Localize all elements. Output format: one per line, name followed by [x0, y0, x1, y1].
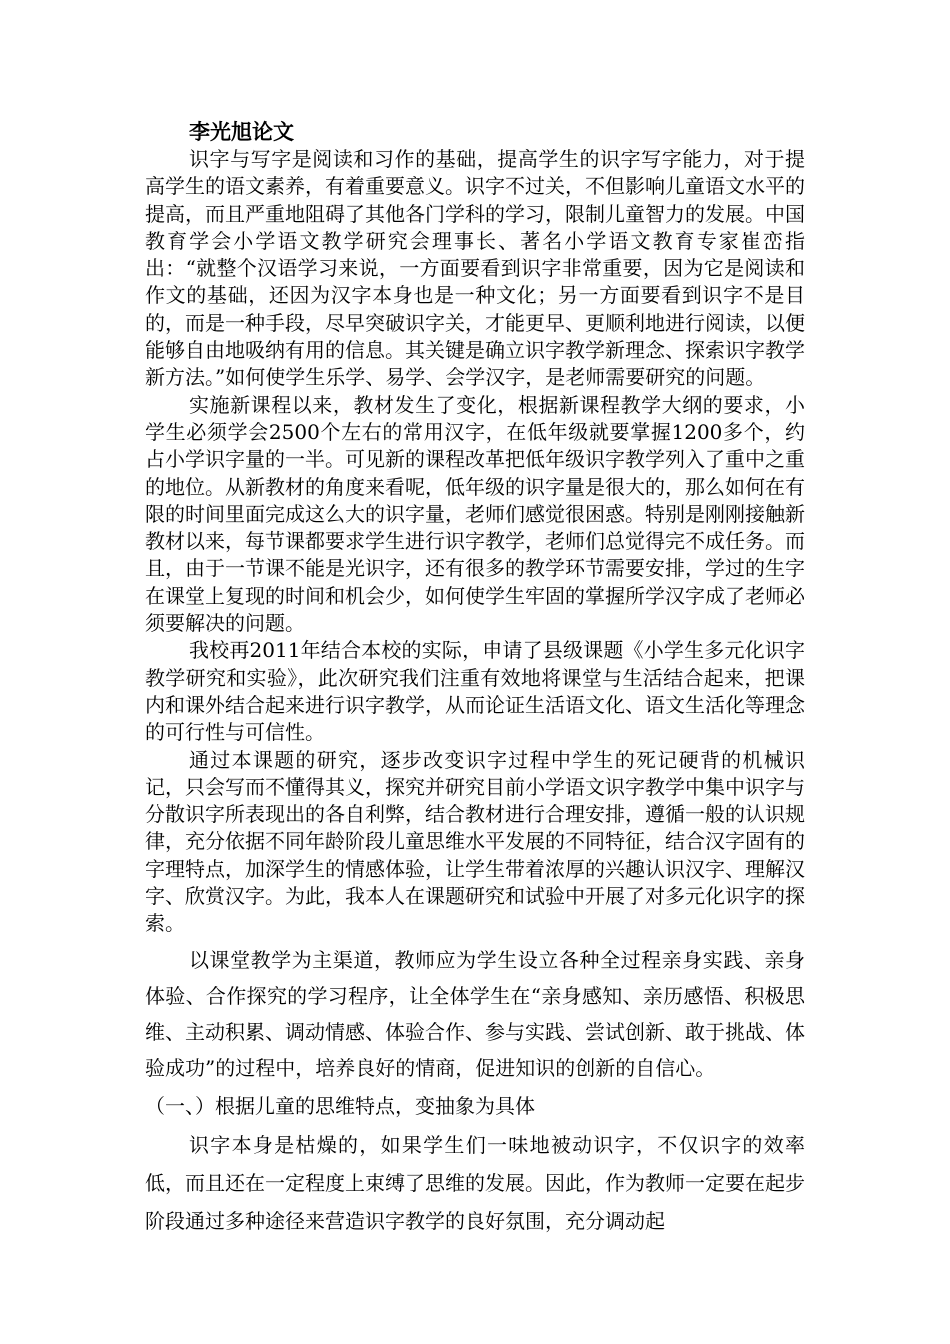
paragraph-5: 以课堂教学为主渠道，教师应为学生设立各种全过程亲身实践、亲身体验、合作探究的学习程序，让全体学生在“亲身感知、亲历感悟、积极思维、主动积累、调动情感、体验合作、参与实践、尝试创新、敢于挑战、体验成功”的过程中，培养良好的情商，促进知识的创新的自信心。: [145, 947, 805, 1080]
paragraph-2: 实施新课程以来，教材发生了变化，根据新课程教学大纲的要求，小学生必须学会2500个左右的常用汉字，在低年级就要掌握1200多个，约占小学识字量的一半。可见新的课程改革把低年级识字教学列入了重中之重的地位。从新教材的角度来看呢，低年级的识字量是很大的，那么如何在有限的时间里面完成这么大的识字量，老师们感觉很困惑。特别是刚刚接触新教材以来，每节课都要求学生进行识字教学，老师们总觉得完不成任务。而且，由于一节课不能是光识字，还有很多的教学环节需要安排，学过的生字在课堂上复现的时间和机会少，如何使学生牢固的掌握所学汉字成了老师必须要解决的问题。: [145, 392, 805, 636]
dense-paragraphs: [145, 146, 805, 938]
document-page: [145, 118, 805, 1240]
paragraph-4: 通过本课题的研究，逐步改变识字过程中学生的死记硬背的机械识记，只会写而不懂得其义，探究并研究目前小学语文识字教学中集中识字与分散识字所表现出的各自利弊，结合教材进行合理安排，遵循一般的认识规律，充分依据不同年龄阶段儿童思维水平发展的不同特征，结合汉字固有的字理特点，加深学生的情感体验，让学生带着浓厚的兴趣认识汉字、理解汉字、欣赏汉字。为此，我本人在课题研究和试验中开展了对多元化识字的探索。: [145, 747, 805, 936]
loose-paragraphs: [145, 942, 805, 1086]
document-title: 李光旭论文: [189, 119, 294, 144]
paragraph-6: 识字本身是枯燥的，如果学生们一味地被动识字，不仅识字的效率低，而且还在一定程度上束缚了思维的发展。因此，作为教师一定要在起步阶段通过多种途径来营造识字教学的良好氛围，充分调动起: [145, 1132, 805, 1233]
paragraph-3: 我校再2011年结合本校的实际，申请了县级课题《小学生多元化识字教学研究和实验》，此次研究我们注重有效地将课堂与生活结合起来，把课内和课外结合起来进行识字教学，从而论证生活语文化、语文生活化等理念的可行性与可信性。: [145, 638, 805, 745]
section-body: [145, 1126, 805, 1240]
paragraph-1: 识字与写字是阅读和习作的基础，提高学生的识字写字能力，对于提高学生的语文素养，有着重要意义。识字不过关，不但影响儿童语文水平的提高，而且严重地阻碍了其他各门学科的学习，限制儿童智力的发展。中国教育学会小学语文教学研究会理事长、著名小学语文教育专家崔峦指出：“就整个汉语学习来说，一方面要看到识字非常重要，因为它是阅读和作文的基础，还因为汉字本身也是一种文化；另一方面要看到识字不是目的，而是一种手段，尽早突破识字关，才能更早、更顺利地进行阅读，以便能够自由地吸纳有用的信息。其关键是确立识字教学新理念、探索识字教学新方法。”如何使学生乐学、易学、会学汉字，是老师需要研究的问题。: [145, 147, 805, 390]
section-heading: （一、）根据儿童的思维特点，变抽象为具体: [145, 1093, 535, 1118]
